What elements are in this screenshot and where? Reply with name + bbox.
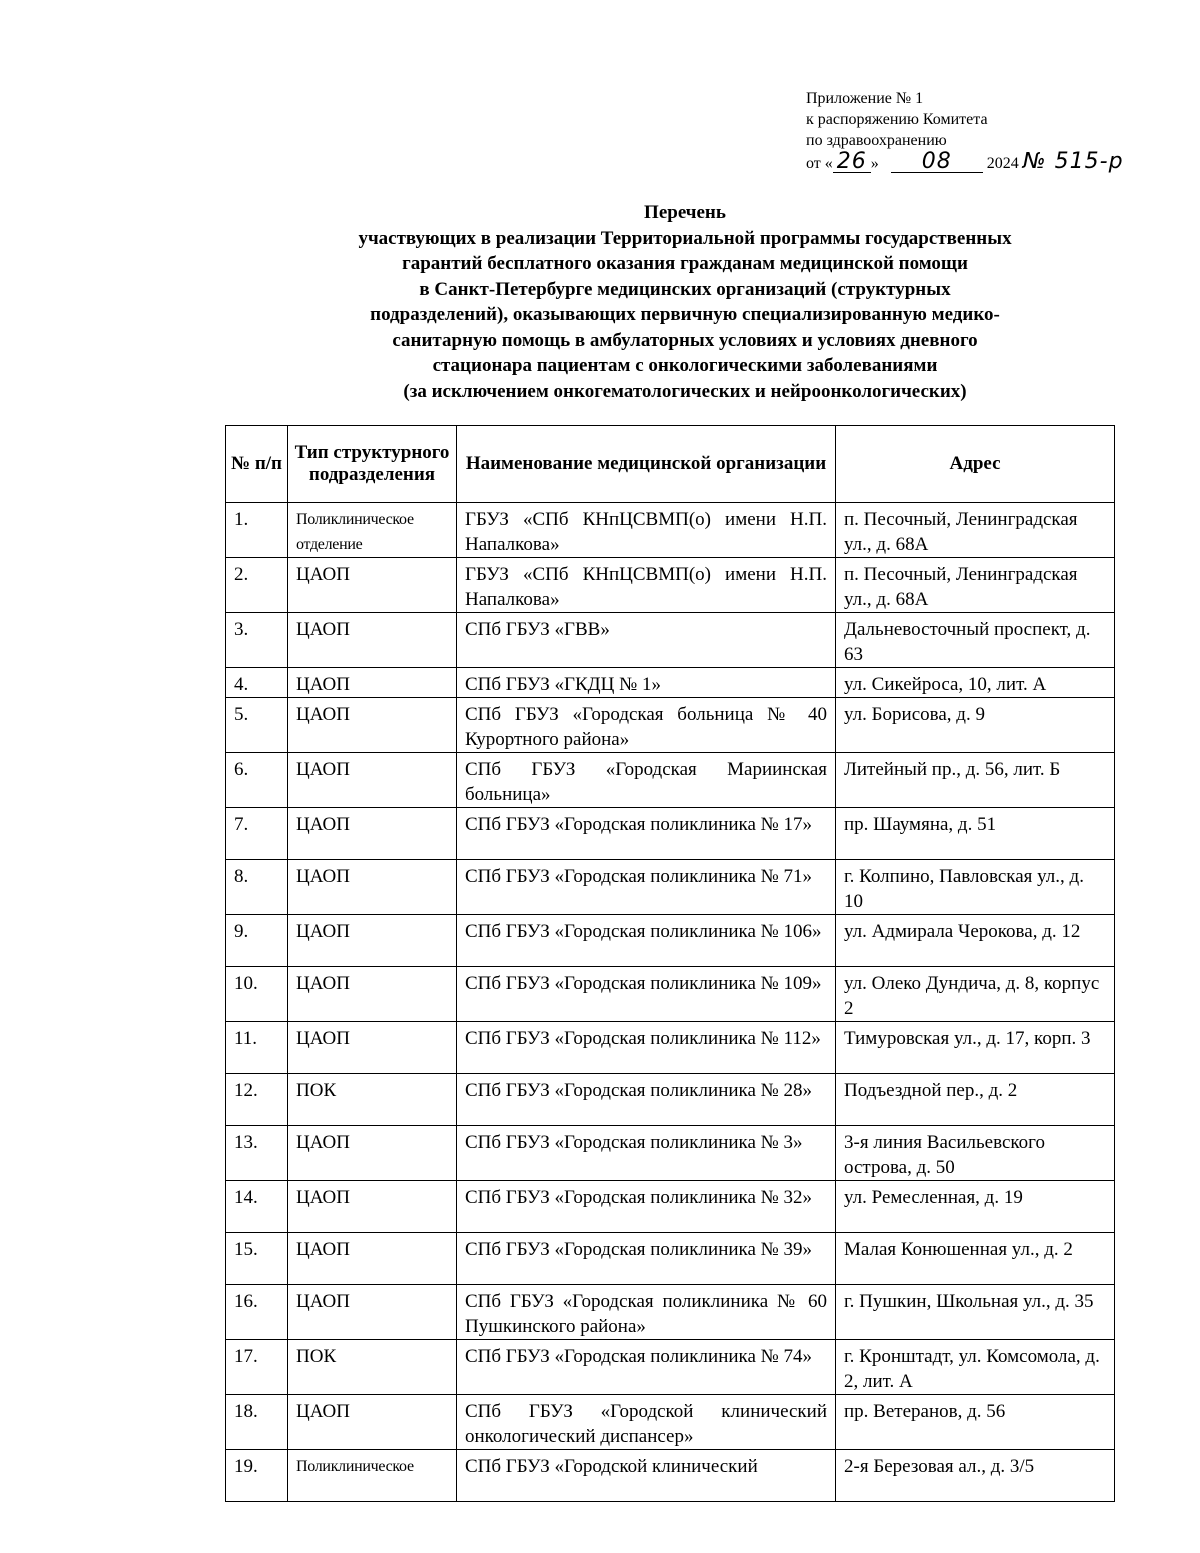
cell-num: 6. (226, 753, 288, 808)
table-row (226, 668, 1115, 698)
table-row (226, 1450, 1115, 1502)
cell-num: 11. (226, 1022, 288, 1074)
table-row (226, 753, 1115, 808)
cell-org: СПб ГБУЗ «Городская больница № 40 Курортного района» (457, 698, 836, 753)
cell-org: СПб ГБУЗ «Городская поликлиника № 17» (457, 808, 836, 860)
appendix-line-2: к распоряжению Комитета (806, 111, 988, 128)
title-line: санитарную помощь в амбулаторных условиях и условиях дневного (392, 329, 978, 351)
cell-type: ПОК (288, 1074, 457, 1126)
cell-addr: Малая Конюшенная ул., д. 2 (836, 1233, 1115, 1285)
header-addr: Адрес (836, 426, 1115, 503)
cell-type: ЦАОП (288, 1285, 457, 1340)
cell-org: СПб ГБУЗ «Городская поликлиника № 60 Пушкинского района» (457, 1285, 836, 1340)
cell-type: ЦАОП (288, 1022, 457, 1074)
cell-num: 7. (226, 808, 288, 860)
table-row (226, 1181, 1115, 1233)
cell-addr: г. Кронштадт, ул. Комсомола, д. 2, лит. А (836, 1340, 1115, 1395)
cell-type: ЦАОП (288, 1233, 457, 1285)
table-row (226, 1022, 1115, 1074)
cell-type: ЦАОП (288, 698, 457, 753)
cell-org: СПб ГБУЗ «ГВВ» (457, 613, 836, 668)
table-row (226, 1340, 1115, 1395)
cell-type: ЦАОП (288, 860, 457, 915)
cell-org: СПб ГБУЗ «Городской клинический онкологический диспансер» (457, 1395, 836, 1450)
date-month: 08 (891, 151, 983, 173)
cell-type: ЦАОП (288, 1181, 457, 1233)
table-row (226, 1126, 1115, 1181)
cell-addr: п. Песочный, Ленинградская ул., д. 68А (836, 558, 1115, 613)
table-row (226, 967, 1115, 1022)
cell-org: СПб ГБУЗ «Городская поликлиника № 74» (457, 1340, 836, 1395)
cell-addr: 2-я Березовая ал., д. 3/5 (836, 1450, 1115, 1502)
cell-type: ЦАОП (288, 808, 457, 860)
cell-org: СПб ГБУЗ «Городской клинический (457, 1450, 836, 1502)
title-line: подразделений), оказывающих первичную специализированную медико- (370, 304, 1000, 325)
date-prefix: от « (806, 155, 833, 172)
cell-num: 4. (226, 668, 288, 698)
cell-addr: г. Колпино, Павловская ул., д. 10 (836, 860, 1115, 915)
cell-num: 13. (226, 1126, 288, 1181)
cell-num: 8. (226, 860, 288, 915)
order-number: № 515-р (1022, 149, 1124, 174)
cell-addr: ул. Ремесленная, д. 19 (836, 1181, 1115, 1233)
cell-org: СПб ГБУЗ «Городская поликлиника № 106» (457, 915, 836, 967)
table-row (226, 1285, 1115, 1340)
date-day-suffix: » (870, 155, 879, 172)
cell-num: 18. (226, 1395, 288, 1450)
cell-type: ЦАОП (288, 1395, 457, 1450)
title-line: (за исключением онкогематологических и нейроонкологических) (403, 380, 967, 402)
cell-num: 15. (226, 1233, 288, 1285)
cell-org: СПб ГБУЗ «ГКДЦ № 1» (457, 668, 836, 698)
table-row (226, 915, 1115, 967)
cell-org: ГБУЗ «СПб КНпЦСВМП(о) имени Н.П. Напалкова» (457, 558, 836, 613)
table-row (226, 1395, 1115, 1450)
cell-addr: пр. Ветеранов, д. 56 (836, 1395, 1115, 1450)
cell-num: 2. (226, 558, 288, 613)
table-row (226, 503, 1115, 558)
cell-num: 14. (226, 1181, 288, 1233)
table-row (226, 1074, 1115, 1126)
table-row (226, 698, 1115, 753)
title-line: стационара пациентам с онкологическими заболеваниями (432, 355, 938, 376)
appendix-date-line (806, 151, 1124, 174)
cell-num: 5. (226, 698, 288, 753)
cell-org: ГБУЗ «СПб КНпЦСВМП(о) имени Н.П. Напалкова» (457, 503, 836, 558)
cell-type: Поликлиническое (288, 1450, 457, 1502)
header-num: № п/п (226, 426, 288, 503)
title-line: Перечень (644, 202, 726, 223)
organizations-table (225, 425, 1115, 1502)
cell-addr: Литейный пр., д. 56, лит. Б (836, 753, 1115, 808)
cell-num: 1. (226, 503, 288, 558)
cell-addr: ул. Олеко Дундича, д. 8, корпус 2 (836, 967, 1115, 1022)
cell-type: ЦАОП (288, 668, 457, 698)
table-row (226, 860, 1115, 915)
cell-type: ЦАОП (288, 1126, 457, 1181)
cell-org: СПб ГБУЗ «Городская поликлиника № 28» (457, 1074, 836, 1126)
cell-type: Поликлиническое отделение (288, 503, 457, 558)
appendix-header (806, 88, 1124, 174)
header-org: Наименование медицинской организации (457, 426, 836, 503)
cell-org: СПб ГБУЗ «Городская поликлиника № 39» (457, 1233, 836, 1285)
cell-num: 16. (226, 1285, 288, 1340)
cell-org: СПб ГБУЗ «Городская поликлиника № 32» (457, 1181, 836, 1233)
cell-addr: ул. Адмирала Черокова, д. 12 (836, 915, 1115, 967)
header-type: Тип структурного подразделения (288, 426, 457, 503)
cell-org: СПб ГБУЗ «Городская поликлиника № 109» (457, 967, 836, 1022)
title-line: в Санкт-Петербурге медицинских организаций (структурных (419, 278, 951, 300)
appendix-line-1: Приложение № 1 (806, 90, 924, 107)
date-day: 26 (833, 151, 871, 173)
cell-type: ЦАОП (288, 753, 457, 808)
cell-addr: п. Песочный, Ленинградская ул., д. 68А (836, 503, 1115, 558)
cell-org: СПб ГБУЗ «Городская поликлиника № 3» (457, 1126, 836, 1181)
cell-num: 17. (226, 1340, 288, 1395)
cell-type: ЦАОП (288, 613, 457, 668)
document-title (250, 200, 1120, 404)
cell-addr: Тимуровская ул., д. 17, корп. 3 (836, 1022, 1115, 1074)
cell-addr: г. Пушкин, Школьная ул., д. 35 (836, 1285, 1115, 1340)
cell-org: СПб ГБУЗ «Городская поликлиника № 112» (457, 1022, 836, 1074)
table-row (226, 808, 1115, 860)
date-year: 2024 (986, 155, 1019, 172)
cell-type: ЦАОП (288, 558, 457, 613)
title-line: гарантий бесплатного оказания гражданам медицинской помощи (402, 253, 968, 274)
cell-num: 12. (226, 1074, 288, 1126)
cell-num: 10. (226, 967, 288, 1022)
cell-org: СПб ГБУЗ «Городская поликлиника № 71» (457, 860, 836, 915)
cell-addr: пр. Шаумяна, д. 51 (836, 808, 1115, 860)
cell-type: ПОК (288, 1340, 457, 1395)
table-row (226, 1233, 1115, 1285)
cell-org: СПб ГБУЗ «Городская Мариинская больница» (457, 753, 836, 808)
cell-addr: ул. Сикейроса, 10, лит. А (836, 668, 1115, 698)
title-line: участвующих в реализации Территориальной программы государственных (358, 227, 1012, 249)
cell-num: 3. (226, 613, 288, 668)
table-row (226, 558, 1115, 613)
table-header-row (226, 426, 1115, 503)
cell-addr: Дальневосточный проспект, д. 63 (836, 613, 1115, 668)
cell-type: ЦАОП (288, 915, 457, 967)
table-row (226, 613, 1115, 668)
cell-num: 19. (226, 1450, 288, 1502)
cell-addr: Подъездной пер., д. 2 (836, 1074, 1115, 1126)
cell-addr: ул. Борисова, д. 9 (836, 698, 1115, 753)
cell-type: ЦАОП (288, 967, 457, 1022)
appendix-line-3: по здравоохранению (806, 132, 947, 149)
cell-num: 9. (226, 915, 288, 967)
cell-addr: 3-я линия Васильевского острова, д. 50 (836, 1126, 1115, 1181)
